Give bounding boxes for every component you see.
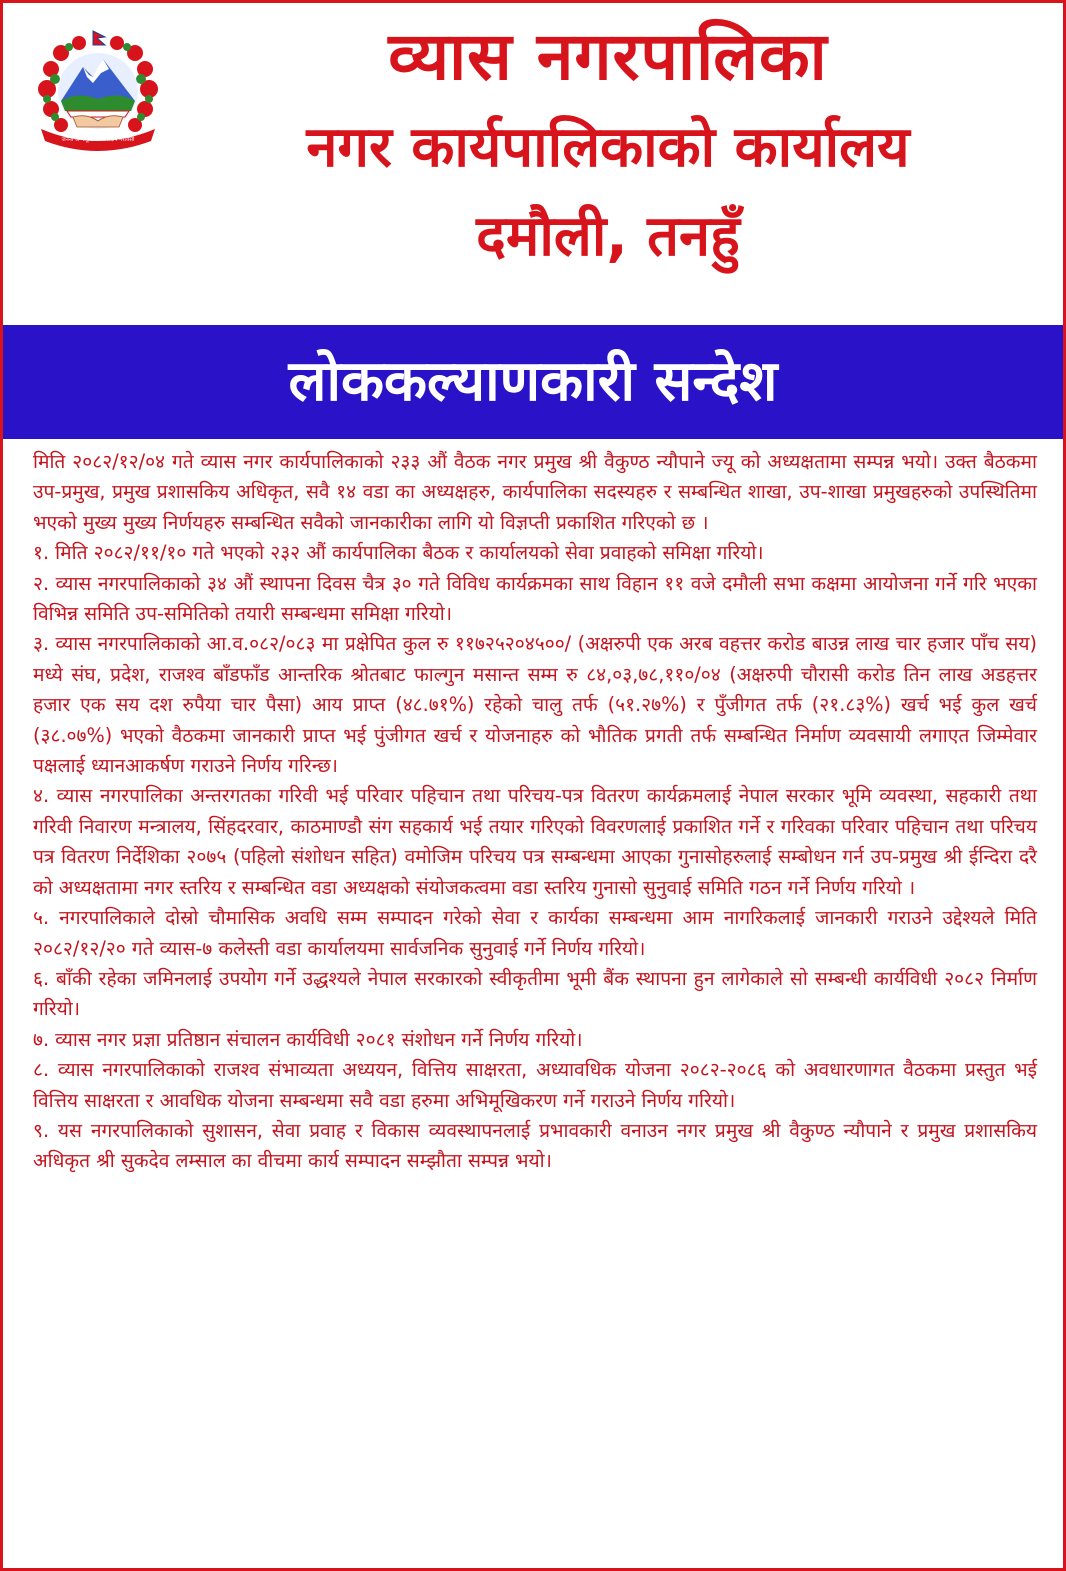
decision-item: १. मिति २०८२/११/१० गते भएको २३२ औं कार्यपालिका बैठक र कार्यालयको सेवा प्रवाहको समिक्षा गरियो। bbox=[33, 541, 764, 565]
notice-title: लोककल्याणकारी सन्देश bbox=[288, 349, 778, 414]
decision-item: २. व्यास नगरपालिकाको ३४ औं स्थापना दिवस चैत्र ३० गते विविध कार्यक्रमका साथ विहान ११ वजे दमौली सभा कक्षमा आयोजना गर्ने गरि भएका विभिन्न समिति उप-समितिको तयारी सम्बन्धमा समिक्षा गरियो। bbox=[33, 571, 1037, 626]
decision-item: ३. व्यास नगरपालिकाको आ.व.०८२/०८३ मा प्रक्षेपित कुल रु ११७२५२०४५००/ (अक्षरुपी एक अरब वहत्तर करोड बाउन्न लाख चार हजार पाँच सय) मध्ये संघ, प्रदेश, राजश्व बाँडफाँड आन्तरिक श्रोतबाट फाल्गुन मसान्त सम्म रु ८४,०३,७८,११०/०४ (अक्षरुपी चौरासी करोड तिन लाख अडहत्तर हजार एक सय दश रुपैया चार पैसा) आय प्राप्त (४८.७१%) रहेको चालु तर्फ (५१.२७%) र पुँजीगत तर्फ (२१.८३%) खर्च भई कुल खर्च (३८.०७%) भएको वैठकमा जानकारी प्राप्त भई पुंजीगत खर्च र योजनाहरु को भौतिक प्रगती तर्फ सम्बन्धित निर्माण व्यवसायी लगाएत जिम्मेवार पक्षलाई ध्यानआकर्षण गराउने निर्णय गरिन्छ। bbox=[33, 632, 1037, 778]
decision-item: ९. यस नगरपालिकाको सुशासन, सेवा प्रवाह र विकास व्यवस्थापनलाई प्रभावकारी वनाउन नगर प्रमुख श्री वैकुण्ठ न्यौपाने र प्रमुख प्रशासकिय अधिकृत श्री सुकदेव लम्साल का वीचमा कार्य सम्पादन सम्झौता सम्पन्न भयो। bbox=[33, 1118, 1037, 1173]
decision-item: ७. व्यास नगर प्रज्ञा प्रतिष्ठान संचालन कार्यविधी २०८१ संशोधन गर्ने निर्णय गरियो। bbox=[33, 1027, 583, 1051]
office-location: दमौली, तनहुँ bbox=[476, 204, 740, 269]
office-header bbox=[173, 3, 1043, 283]
decision-item: ६. बाँकी रहेका जमिनलाई उपयोग गर्ने उद्धश्यले नेपाल सरकारको स्वीकृतीमा भूमी बैंक स्थापना हुन लागेकाले सो सम्बन्धी कार्यविधी २०८२ निर्माण गरियो। bbox=[33, 966, 1037, 1021]
nepal-government-emblem-icon bbox=[27, 29, 169, 153]
notice-title-banner bbox=[3, 325, 1063, 439]
municipality-name: व्यास नगरपालिका bbox=[388, 18, 828, 95]
decision-item: ८. व्यास नगरपालिकाको राजश्व संभाव्यता अध्ययन, वित्तिय साक्षरता, अध्यावधिक योजना २०८२-२०८६ को अवधारणागत वैठकमा प्रस्तुत भई वित्तिय साक्षरता र आवधिक योजना सम्बन्धमा सवै वडा हरुमा अभिमूखिकरण गर्ने गराउने निर्णय गरियो। bbox=[33, 1058, 1037, 1112]
decision-item: ५. नगरपालिकाले दोस्रो चौमासिक अवधि सम्म सम्पादन गरेको सेवा र कार्यका सम्बन्धमा आम नागरिकलाई जानकारी गराउने उद्देश्यले मिति २०८२/१२/२० गते व्यास-७ कलेस्ती वडा कार्यालयमा सार्वजनिक सुनुवाई गर्ने निर्णय गरियो। bbox=[33, 906, 1037, 960]
emblem-ribbon-text: जननी जन्मभूमिश्च स्वर्गादपि गरीयसी bbox=[61, 137, 135, 143]
notice-body bbox=[33, 447, 1037, 1177]
notice-intro: मिति २०८२/१२/०४ गते व्यास नगर कार्यपालिकाको २३३ औं वैठक नगर प्रमुख श्री वैकुण्ठ न्यौपाने ज्यू को अध्यक्षतामा सम्पन्न भयो। उक्त बैठकमा उप-प्रमुख, प्रमुख प्रशासकिय अधिकृत, सवै १४ वडा का अध्यक्षहरु, कार्यपालिका सदस्यहरु र सम्बन्धित शाखा, उप-शाखा प्रमुखहरुको उपस्थितिमा भएको मुख्य मुख्य निर्णयहरु सम्बन्धित सवैको जानकारीका लागि यो विज्ञप्ती प्रकाशित गरिएको छ । bbox=[33, 450, 1037, 534]
decision-item: ४. व्यास नगरपालिका अन्तरगतका गरिवी भई परिवार पहिचान तथा परिचय-पत्र वितरण कार्यक्रमलाई नेपाल सरकार भूमि व्यवस्था, सहकारी तथा गरिवी निवारण मन्त्रालय, सिंहदरवार, काठमाण्डौ संग सहकार्य भई तयार गरिएको विवरणलाई प्रकाशित गर्ने र गरिवका परिवार पहिचान तथा परिचय पत्र वितरण निर्देशिका २०७५ (पहिलो संशोधन सहित) वमोजिम परिचय पत्र सम्बन्धमा आएका गुनासोहरुलाई सम्बोधन गर्न उप-प्रमुख श्री ईन्दिरा दरै को अध्यक्षतामा नगर स्तरिय र सम्बन्धित वडा अध्यक्षको संयोजकत्वमा वडा स्तरिय गुनासो सुनुवाई समिति गठन गर्ने निर्णय गरियो । bbox=[33, 784, 1037, 899]
office-name: नगर कार्यपालिकाको कार्यालय bbox=[306, 115, 910, 180]
